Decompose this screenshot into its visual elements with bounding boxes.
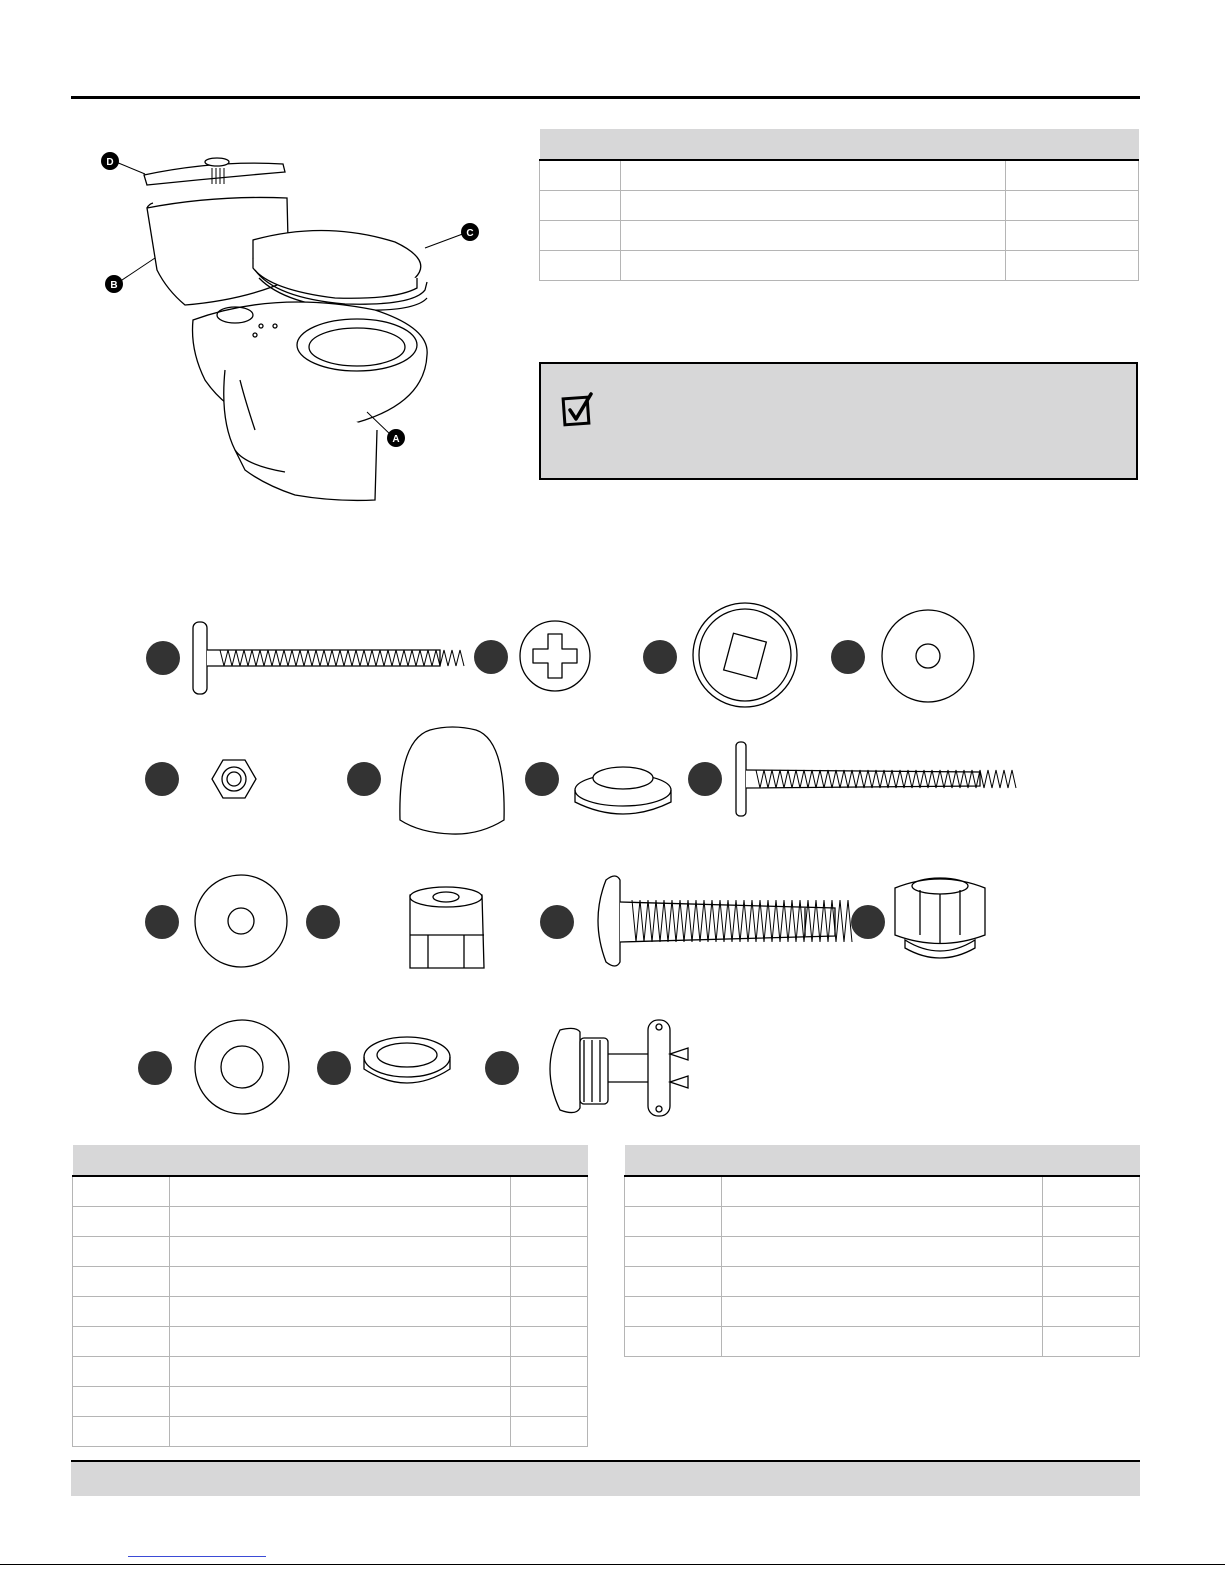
table-row [540,220,1139,250]
cap-base-washer-icon [525,762,671,814]
table-row [73,1416,588,1446]
table-row [625,1266,1140,1296]
flat-washer-icon [831,610,974,702]
table-row [625,1326,1140,1356]
callout-d [101,152,119,170]
hardware-table-right [624,1145,1140,1357]
checkbox-check-icon [561,392,597,428]
hardware-parts [0,590,1225,1190]
svg-text:C: C [466,228,474,239]
table-row [625,1236,1140,1266]
table-row [73,1266,588,1296]
table-row [625,1296,1140,1326]
table-header [540,129,1139,160]
square-hole-washer-icon [643,603,797,707]
flush-button-assembly-icon [485,1020,688,1116]
table-row [73,1386,588,1416]
table-row [73,1296,588,1326]
table-row [625,1206,1140,1236]
table-row [540,250,1139,280]
svg-text:A: A [392,434,400,445]
round-head-washer-icon [474,621,590,691]
long-tank-bolt-icon [688,742,1016,816]
long-bolt-icon [146,622,464,694]
table-row [540,190,1139,220]
svg-text:B: B [110,280,118,291]
callout-b [105,275,123,293]
small-flat-washer-icon [145,875,287,967]
seat-bolt-icon [540,876,852,966]
package-contents-table [539,129,1139,281]
rubber-gasket-icon [317,1037,450,1085]
hex-nut-icon [145,760,256,798]
svg-text:D: D [106,157,114,168]
table-row [73,1176,588,1206]
table-header [625,1145,1140,1176]
wing-nut-spacer-icon [306,887,484,968]
table-row [73,1356,588,1386]
table-row [73,1206,588,1236]
large-washer-icon [138,1020,289,1114]
note-box [539,362,1138,480]
callout-a [387,429,405,447]
footer-bar [71,1460,1140,1496]
table-row [625,1176,1140,1206]
hardware-table-left [72,1145,588,1447]
table-row [73,1236,588,1266]
page-bottom-rule [0,1564,1225,1565]
toilet-exploded-diagram [95,140,515,540]
table-row [73,1326,588,1356]
footer-link-underline[interactable] [128,1556,266,1557]
seat-nut-icon [851,878,985,958]
table-header [73,1145,588,1176]
callout-c [461,223,479,241]
header-rule [71,96,1140,99]
bolt-cap-icon [347,727,504,834]
table-row [540,160,1139,190]
